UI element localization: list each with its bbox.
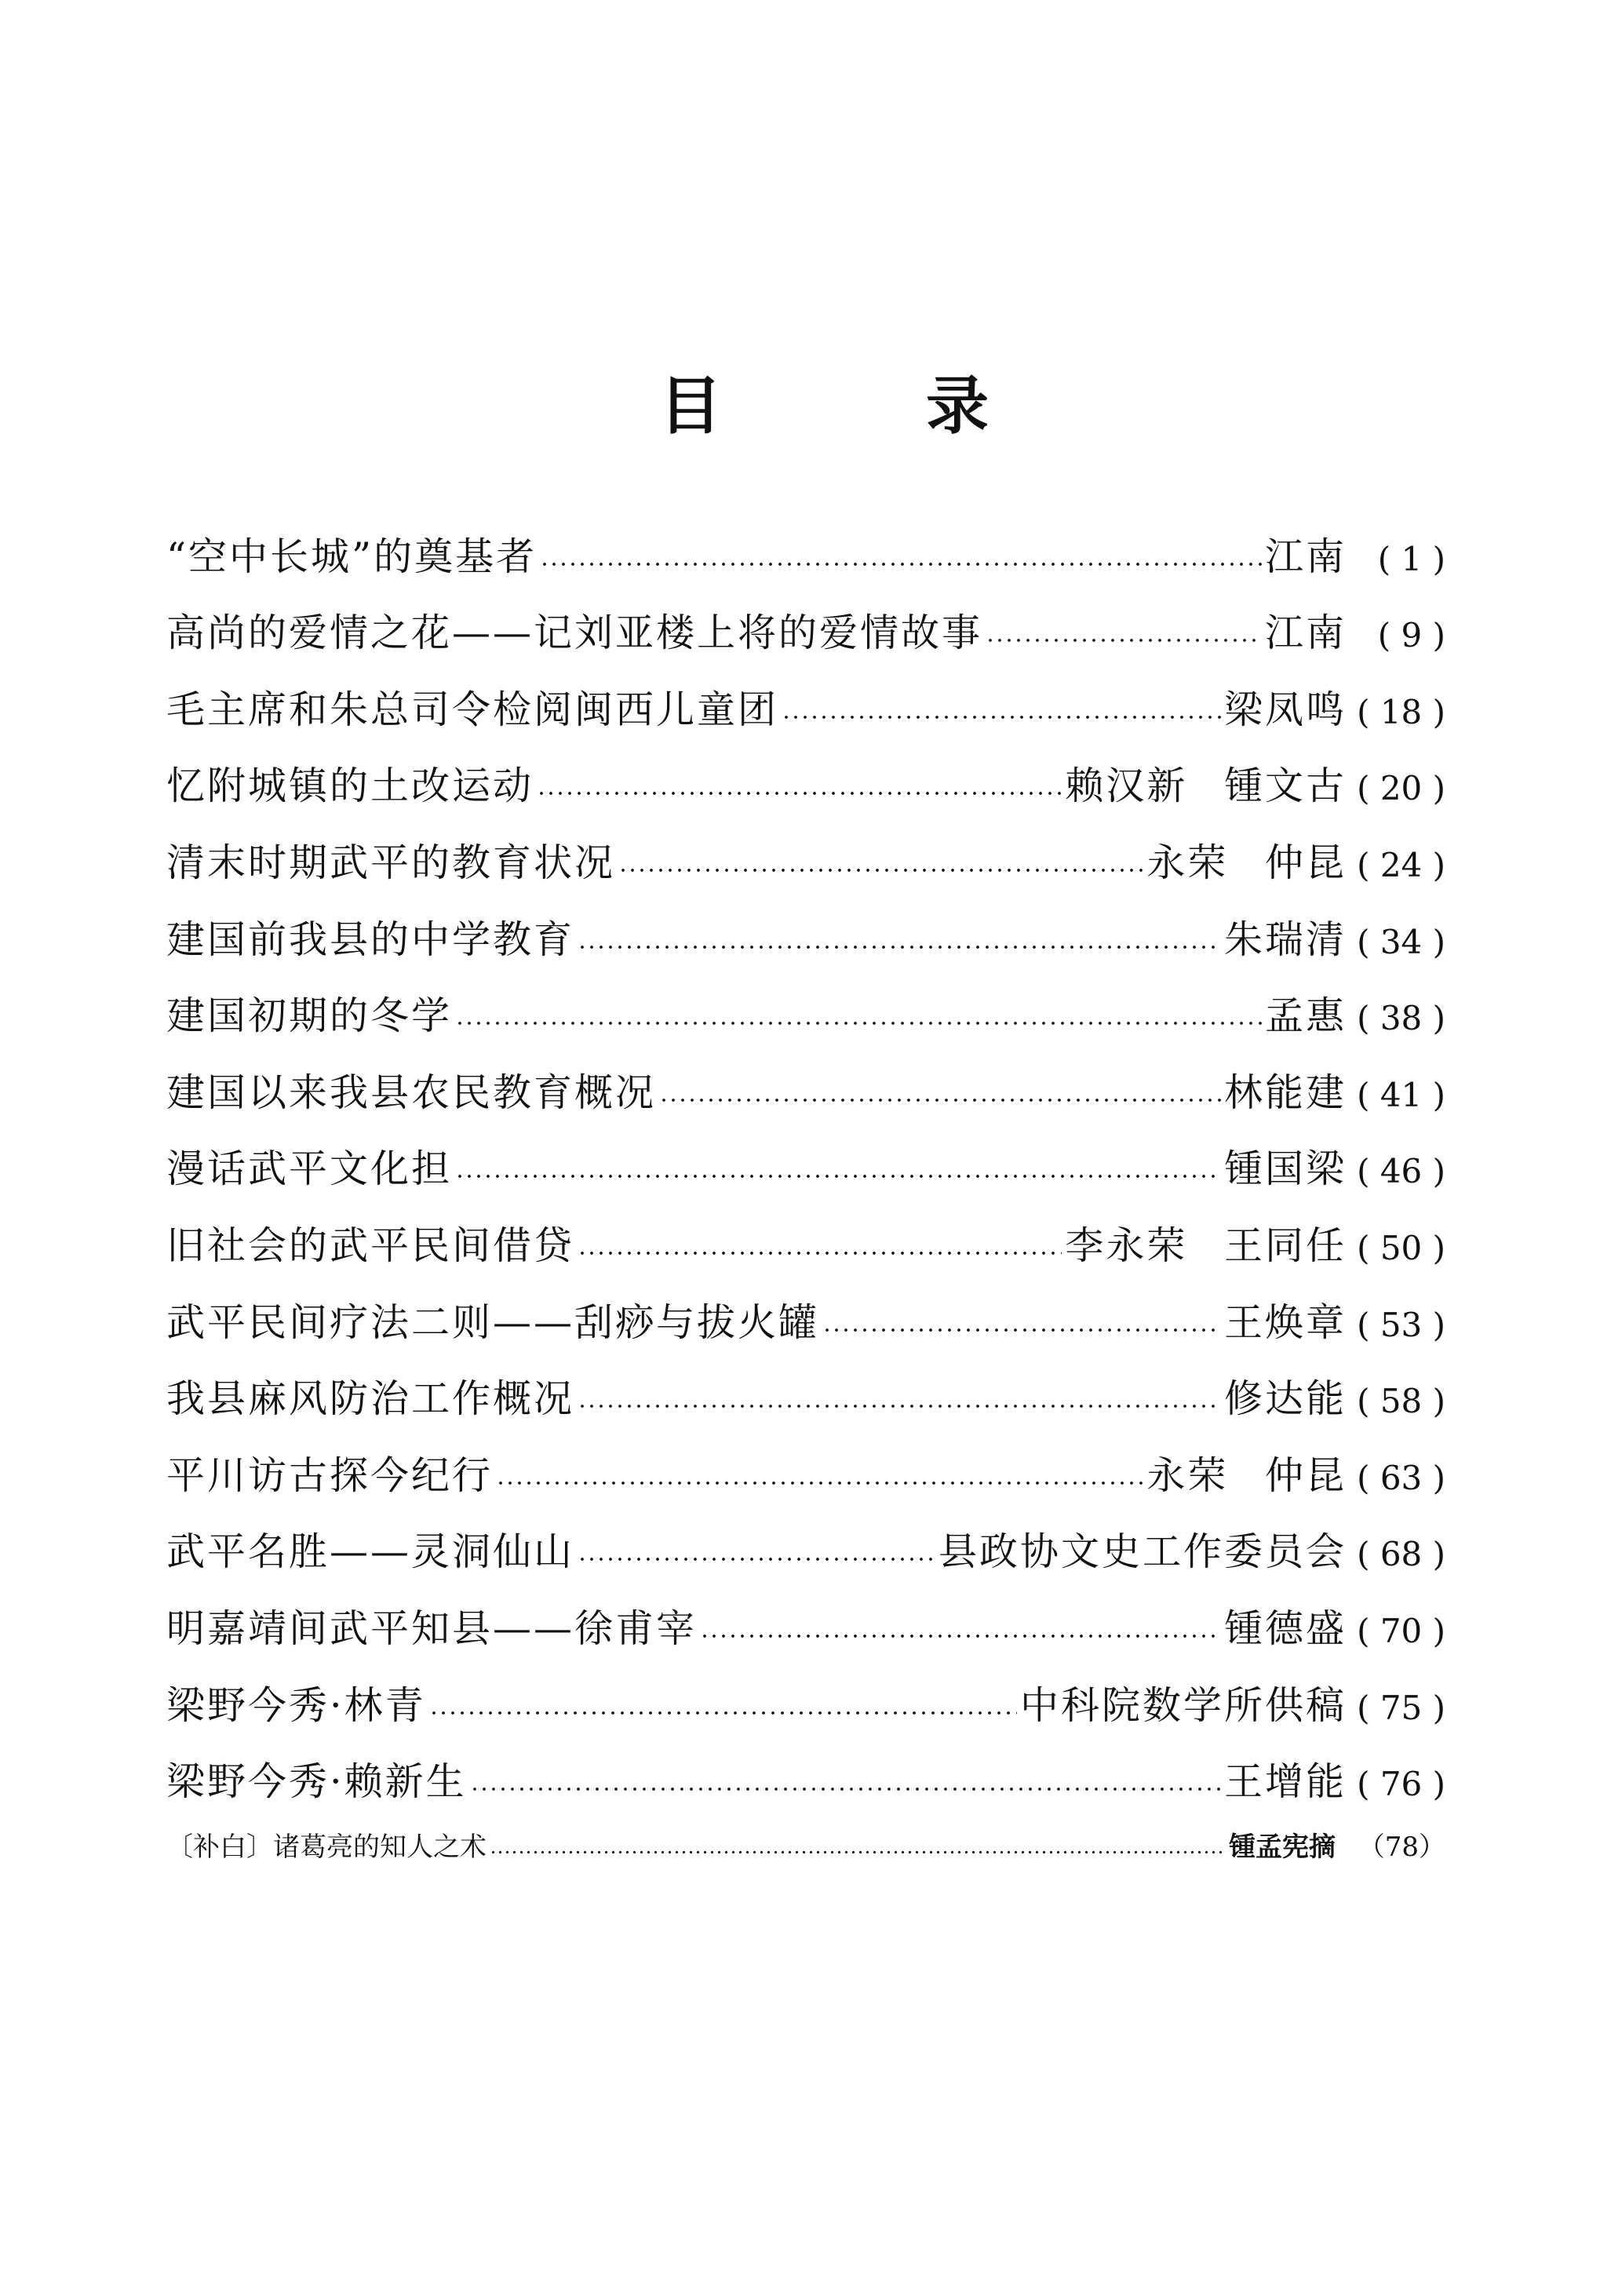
dot-leader [782,715,1221,720]
toc-entry-title: 梁野今秀·赖新生 [166,1759,467,1805]
dot-leader [540,562,1262,567]
toc-entry-page-number: ( 58 ) [1357,1382,1445,1421]
supplement-author: 锺孟宪摘 [1229,1831,1336,1863]
toc-entry-page-number: ( 38 ) [1357,999,1445,1038]
toc-entry-title: 武平民间疗法二则——刮痧与拔火罐 [166,1299,820,1345]
dot-leader [496,1481,1143,1485]
toc-entry-author: 县政协文史工作委员会 [938,1529,1347,1575]
dot-leader [822,1328,1221,1332]
toc-entry-title: 我县麻风防治工作概况 [166,1376,575,1422]
dot-leader [986,638,1262,643]
supplement-entry [166,1831,1445,1863]
toc-entry-title: 平川访古探今纪行 [166,1452,494,1498]
toc-entry-author: 江南 [1264,534,1347,579]
toc-entry-page-number: ( 9 ) [1377,616,1445,655]
page-title [659,367,989,446]
toc-entry-author: 修达能 [1223,1376,1347,1422]
toc-entry-author: 王增能 [1223,1759,1347,1805]
dot-leader [578,1404,1221,1409]
toc-entry-author: 江南 [1264,610,1347,656]
toc-entry-title: 忆附城镇的土改运动 [166,764,534,809]
toc-entry-author: 永荣 仲昆 [1146,1452,1347,1498]
toc-entry [166,1342,1445,1422]
toc-entry-page-number: ( 50 ) [1357,1228,1445,1267]
dot-leader [578,1557,935,1562]
toc-entry [166,1418,1445,1498]
toc-entry-author: 林能建 [1223,1070,1347,1115]
toc-entry-title: 清末时期武平的教育状况 [166,840,616,885]
toc-entry-page-number: ( 76 ) [1357,1765,1445,1804]
toc-entry-author: 梁凤鸣 [1223,687,1347,732]
toc-entry-page-number: ( 75 ) [1357,1688,1445,1727]
toc-entry-author: 锺国梁 [1223,1146,1347,1192]
dot-leader [618,868,1143,873]
toc-entry-page-number: ( 18 ) [1357,692,1445,731]
toc-entry [166,805,1445,885]
toc-entry [166,1188,1445,1268]
supplement-title: 〔补白〕诸葛亮的知人之术 [166,1831,487,1863]
dot-leader [659,1098,1221,1102]
dot-leader [470,1787,1221,1791]
toc-entry-page-number: ( 53 ) [1357,1305,1445,1344]
toc-entry-page-number: ( 68 ) [1357,1535,1445,1574]
toc-entry-title: 漫话武平文化担 [166,1146,453,1192]
toc-entry-title: 明嘉靖间武平知县——徐甫宰 [166,1605,698,1651]
dot-leader [578,945,1221,949]
toc-entry [166,576,1445,656]
page-title-char-2: 录 [926,370,989,443]
toc-entry [166,1265,1445,1345]
toc-entry-title: 建国前我县的中学教育 [166,917,575,962]
toc-entry-title: 旧社会的武平民间借贷 [166,1223,575,1268]
toc-entry-page-number: ( 63 ) [1357,1458,1445,1497]
toc-entry-page-number: ( 20 ) [1357,769,1445,808]
toc-entry-author: 永荣 仲昆 [1146,840,1347,885]
toc-entry-title: 毛主席和朱总司令检阅闽西儿童团 [166,687,779,732]
dot-leader [455,1021,1262,1026]
dot-leader [537,791,1062,796]
toc-entry-title: 高尚的爱情之花——记刘亚楼上将的爱情故事 [166,610,983,656]
toc-entry [166,1112,1445,1192]
toc-entry-author: 王焕章 [1223,1299,1347,1345]
dot-leader [578,1251,1062,1256]
toc-entry-author: 锺德盛 [1223,1605,1347,1651]
page-title-char-1: 目 [659,370,722,443]
toc-entry-title: 武平名胜——灵洞仙山 [166,1529,575,1575]
toc-entry-page-number: ( 24 ) [1357,845,1445,884]
toc-entry-page-number: ( 70 ) [1357,1611,1445,1650]
toc-entry-page-number: ( 46 ) [1357,1152,1445,1191]
supplement-page-number: （78） [1358,1831,1445,1863]
toc-entry [166,1648,1445,1728]
toc-entry-title: “空中长城”的奠基者 [166,534,538,579]
dot-leader [455,1174,1221,1179]
toc-entry-page-number: ( 41 ) [1357,1075,1445,1114]
toc-entry-author: 朱瑞清 [1223,917,1347,962]
toc-entry-author: 中科院数学所供稿 [1019,1682,1347,1728]
toc-entry [166,729,1445,809]
toc-entry [166,1035,1445,1115]
toc-entry-title: 梁野今秀·林青 [166,1682,426,1728]
dot-leader [490,1850,1226,1854]
toc-entry [166,1495,1445,1575]
table-of-contents [166,499,1445,1805]
toc-entry-page-number: ( 1 ) [1377,539,1445,578]
toc-entry-page-number: ( 34 ) [1357,922,1445,961]
toc-entry-author: 李永荣 王同任 [1065,1223,1347,1268]
toc-entry [166,499,1445,579]
toc-entry-author: 赖汉新 锺文古 [1065,764,1347,809]
dot-leader [700,1634,1221,1638]
toc-entry [166,882,1445,962]
toc-entry [166,1571,1445,1651]
toc-entry [166,652,1445,732]
toc-entry-title: 建国以来我县农民教育概况 [166,1070,657,1115]
toc-entry [166,1725,1445,1805]
toc-entry-author: 孟惠 [1264,993,1347,1039]
toc-entry-title: 建国初期的冬学 [166,993,453,1039]
dot-leader [429,1711,1017,1715]
toc-entry [166,959,1445,1039]
